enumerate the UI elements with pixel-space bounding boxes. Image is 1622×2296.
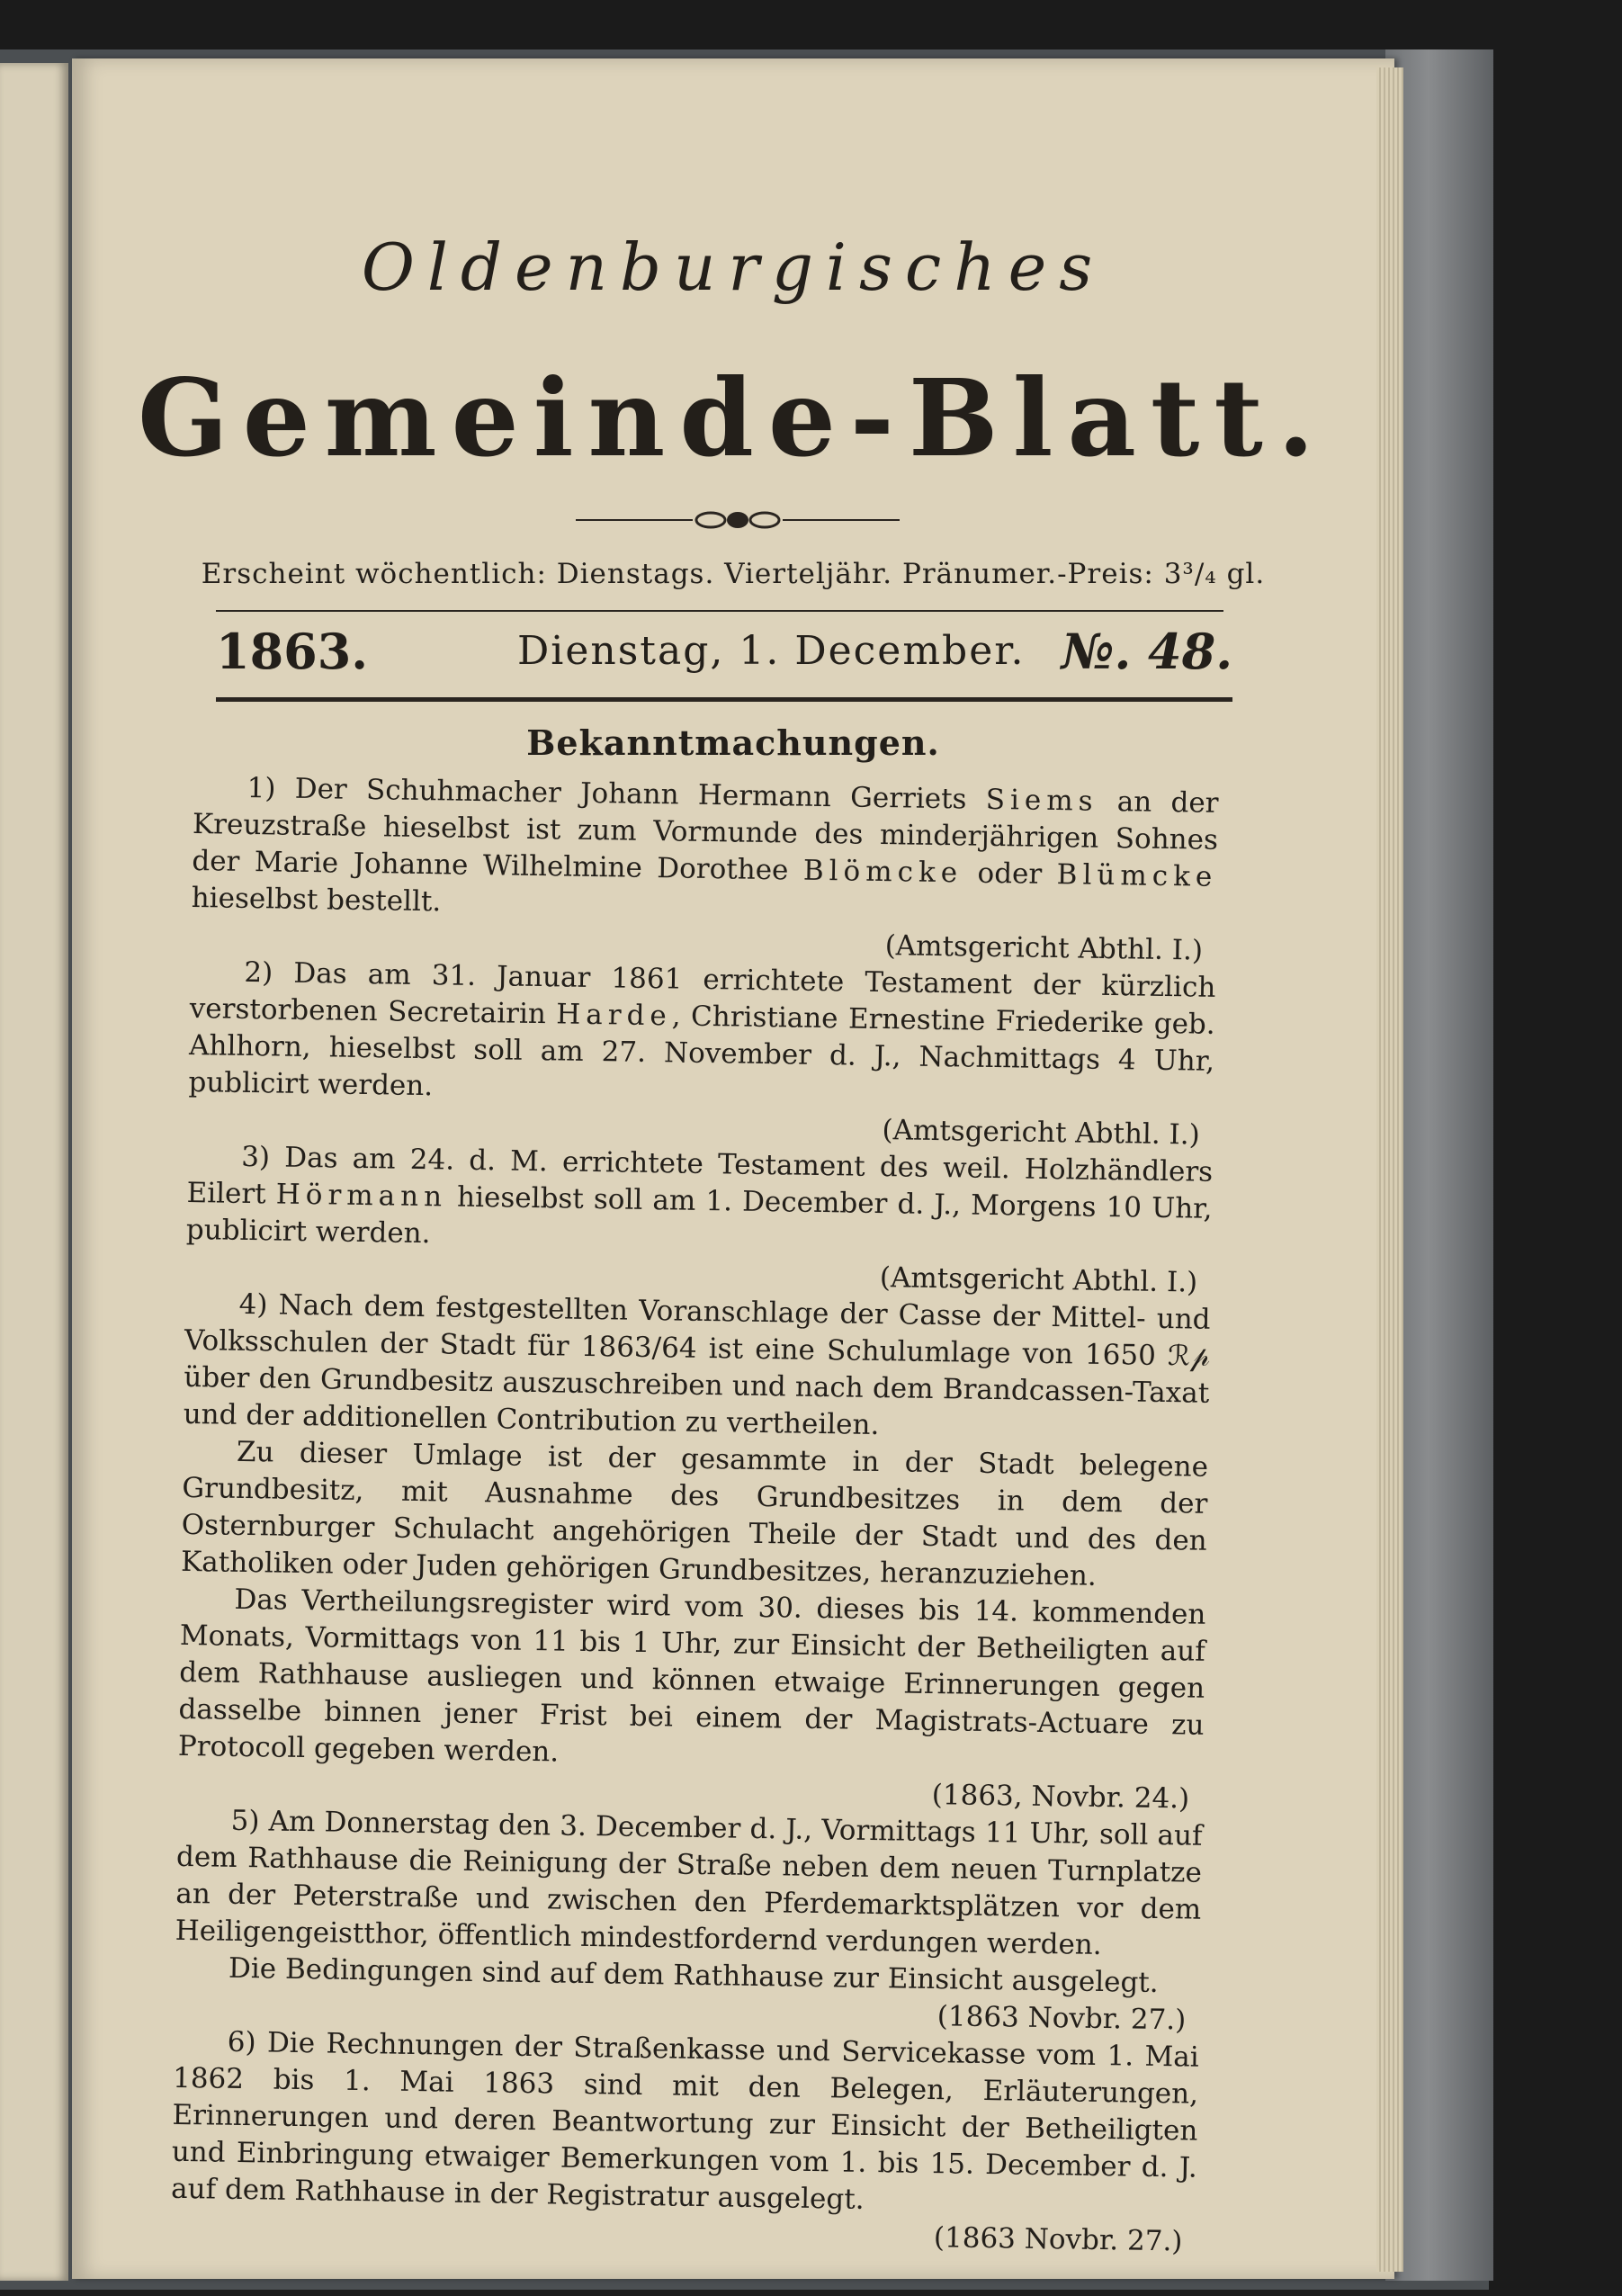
- newspaper-page: [72, 58, 1394, 2279]
- notice-4-p2: Zu dieser Umlage ist der gesammte in der Stadt belegene Grundbesitz, mit Ausnahme des Grundbesitzes in dem der Osternburger Schulacht angehörigen Theile der Stadt und des den Katholiken oder Juden gehörigen Grundbesitzes, heranzuziehen.: [180, 1435, 1209, 1592]
- notice-3: 3) Das am 24. d. M. errichtete Testament des weil. Holzhändlers Eilert Hörmann hieselbst soll am 1. December d. J., Morgens 10 Uhr, publicirt werden.: [185, 1140, 1214, 1251]
- subscription-line: Erscheint wöchentlich: Dienstags. Vierteljähr. Pränumer.-Preis: 3³/₄ gl.: [201, 558, 1266, 590]
- notice-4-p3: Das Vertheilungsregister wird vom 30. dieses bis 14. kommenden Monats, Vormittags von 11 bis 1 Uhr, zur Einsicht der Betheiligten auf dem Rathhause ausliegen und können etwaige Erinnerungen gegen dasselbe binnen jener Frist bei einem der Magistrats-Actuare zu Protocoll gegeben werden.: [177, 1583, 1206, 1769]
- ornament-divider: [576, 508, 900, 532]
- rule-top: [216, 610, 1223, 612]
- notice-5-p2: Die Bedingungen sind auf dem Rathhause zur Einsicht ausgelegt.: [228, 1951, 1159, 2000]
- notice-1: 1) Der Schuhmacher Johann Hermann Gerriets Siems an der Kreuzstraße hieselbst ist zum Vormunde des minderjährigen Sohnes der Marie Johanne Wilhelmine Dorothee Blömcke oder Blümcke hieselbst bestellt.: [191, 771, 1219, 919]
- issue-number: №. 48.: [1061, 623, 1232, 680]
- masthead-title: Gemeinde-Blatt.: [137, 355, 1330, 480]
- notice-2-ref: (Amtsgericht Abthl. I.): [882, 1114, 1201, 1152]
- notice-2: 2) Das am 31. Januar 1861 errichtete Testament der kürzlich verstorbenen Secretairin Harde, Christiane Ernestine Friederike geb. Ahlhorn, hieselbst soll am 27. November d. J., Nachmittags 4 Uhr, publicirt werden.: [188, 955, 1216, 1103]
- facing-page-edge: [0, 63, 68, 2281]
- notice-6-ref: (1863 Novbr. 27.): [933, 2221, 1183, 2258]
- dateline: [216, 621, 1232, 684]
- notice-5-p1: 5) Am Donnerstag den 3. December d. J., Vormittags 11 Uhr, soll auf dem Rathhause die Reinigung der Straße neben dem neuen Turnplatze an der Peterstraße und zwischen den Pferdemarktsplätzen vor dem Heiligengeistthor, öffentlich mindestfordernd verdungen werden.: [175, 1804, 1203, 1962]
- notice-4-p1: 4) Nach dem festgestellten Voranschlage der Casse der Mittel- und Volksschulen der Stadt für 1863/64 ist eine Schulumlage von 1650 ℛ𝓅 über den Grundbesitz auszuschreiben und nach dem Brandcassen-Taxat und der additionellen Contribution zu vertheilen.: [183, 1287, 1211, 1442]
- notice-3-ref: (Amtsgericht Abthl. I.): [879, 1261, 1198, 1299]
- notices-body: [170, 769, 1219, 2261]
- rule-bottom: [216, 697, 1232, 702]
- issue-date: Dienstag, 1. December.: [517, 628, 1026, 674]
- issue-year: 1863.: [216, 623, 369, 680]
- page-stack-edge: [1376, 67, 1403, 2272]
- masthead-subtitle: Oldenburgisches: [361, 229, 1106, 305]
- notice-4-ref: (1863, Novbr. 24.): [931, 1779, 1190, 1816]
- notice-6-p1: 6) Die Rechnungen der Straßenkasse und Servicekasse vom 1. Mai 1862 bis 1. Mai 1863 sind mit den Belegen, Erläuterungen, Erinnerungen und deren Beantwortung zur Einsicht der Betheiligten und Einbringung etwaiger Bemerkungen vom 1. bis 15. December d. J. auf dem Rathhause in der Registratur ausgelegt.: [170, 2025, 1199, 2216]
- section-title: Bekanntmachungen.: [526, 722, 940, 763]
- notice-1-ref: (Amtsgericht Abthl. I.): [884, 929, 1204, 967]
- notice-5-ref: (1863 Novbr. 27.): [936, 2000, 1187, 2037]
